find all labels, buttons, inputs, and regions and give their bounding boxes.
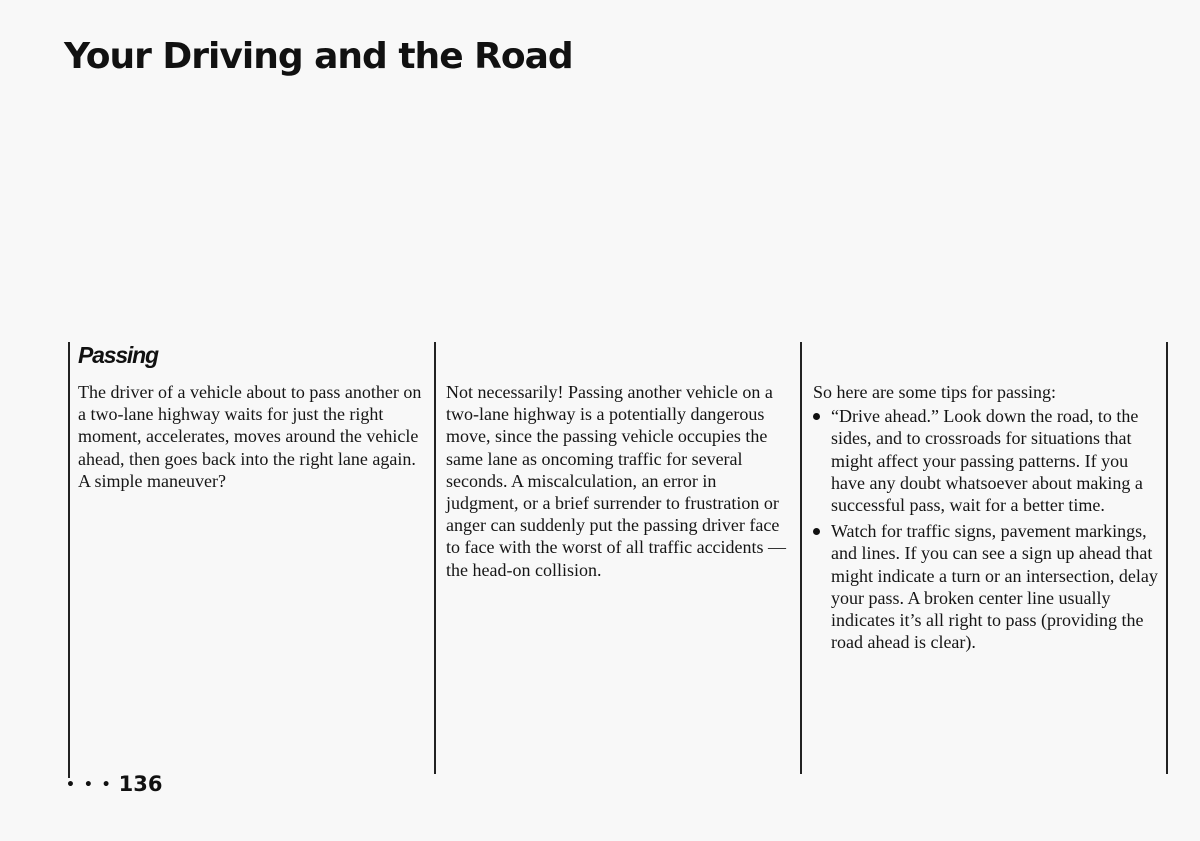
tip-text: Watch for traffic signs, pavement markings, and lines. If you can see a sign up ahead that might indicate a turn or an intersection, delay your pass. A broken center line usually indicates it’s all right to pass (providing the road ahead is clear). [831, 521, 1158, 653]
list-item [813, 520, 1163, 653]
column-divider-right [1166, 342, 1168, 774]
column-divider-2 [800, 342, 802, 774]
column-divider-left [68, 342, 70, 778]
page-number: 136 [118, 772, 163, 796]
tips-list [813, 405, 1163, 653]
paragraph-column-1: The driver of a vehicle about to pass another on a two-lane highway waits for just the right moment, accelerates, moves around the vehicle ahead, then goes back into the right lane again. A simple maneuver? [78, 382, 422, 491]
footer-dots: • • • [66, 777, 113, 793]
list-item [813, 405, 1163, 516]
tips-intro: So here are some tips for passing: [813, 382, 1056, 402]
tips-column [813, 381, 1163, 657]
page-footer [66, 772, 162, 796]
bullet-icon [813, 413, 820, 420]
page-title: Your Driving and the Road [64, 36, 573, 77]
tip-text: “Drive ahead.” Look down the road, to the sides, and to crossroads for situations that might affect your passing patterns. If you have any doubt whatsoever about making a successful pass, wait for a better time. [831, 406, 1143, 516]
column-divider-1 [434, 342, 436, 774]
section-heading: Passing [78, 342, 158, 368]
bullet-icon [813, 528, 820, 535]
paragraph-column-2: Not necessarily! Passing another vehicle on a two-lane highway is a potentially dangerous move, since the passing vehicle occupies the same lane as oncoming traffic for several seconds. A miscalculation, an error in judgment, or a brief surrender to frustration or anger can suddenly put the passing driver face to face with the worst of all traffic accidents — the head-on collision. [446, 382, 787, 580]
